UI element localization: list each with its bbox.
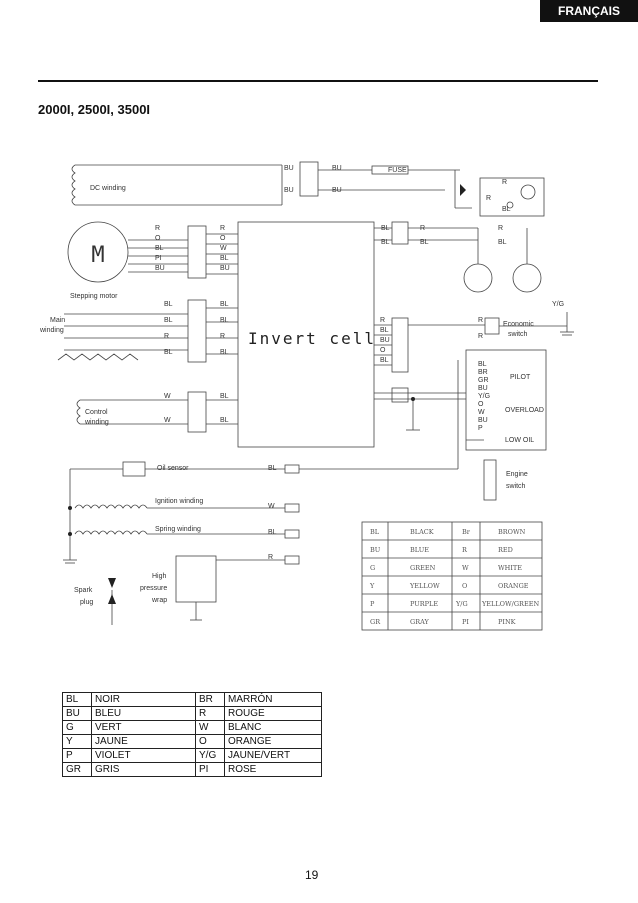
table-row <box>63 721 322 735</box>
legend-en-cell: WHITE <box>498 564 522 572</box>
table-row <box>63 763 322 777</box>
control-winding-label-1: Control <box>85 409 108 416</box>
table-cell: VIOLET <box>92 749 196 763</box>
legend-en-cell: R <box>462 546 467 554</box>
oil-sensor-label: Oil sensor <box>157 465 189 472</box>
oil-sensor-box <box>123 462 145 476</box>
language-tab: FRANÇAIS <box>540 0 638 22</box>
ignition-winding-label: Ignition winding <box>155 498 204 505</box>
fuse-label: FUSE <box>388 167 407 174</box>
wire-label: BU <box>478 385 488 392</box>
wire-label: BL <box>381 239 390 246</box>
table-cell: W <box>196 721 225 735</box>
dc-winding-coil <box>72 165 75 205</box>
wire-label: R <box>164 333 170 340</box>
wire-label: BL <box>478 361 487 368</box>
table-cell: ROUGE <box>225 707 322 721</box>
table-cell: PI <box>196 763 225 777</box>
invert-cell-label: Invert cell <box>248 329 376 348</box>
wire-label: BL <box>164 349 173 356</box>
table-cell: NOIR <box>92 693 196 707</box>
ground-yg-label: Y/G <box>552 301 565 308</box>
wire-label: R <box>498 225 504 232</box>
legend-en-cell: O <box>462 582 468 590</box>
wire-label: BR <box>478 369 488 376</box>
dc-winding-label: DC winding <box>90 185 126 192</box>
legend-en-cell: BROWN <box>498 528 526 536</box>
wire-label: R <box>502 179 508 186</box>
outlet-left <box>464 264 492 292</box>
legend-en-cell: GRAY <box>410 618 429 626</box>
table-cell: BL <box>63 693 92 707</box>
legend-en-cell: BLACK <box>410 528 434 536</box>
table-cell: JAUNE <box>92 735 196 749</box>
wire-label: BU <box>220 265 230 272</box>
wire-label: BL <box>380 357 389 364</box>
table-cell: BR <box>196 693 225 707</box>
wire-label: BU <box>284 165 294 172</box>
models-heading: 2000I, 2500I, 3500I <box>38 102 151 117</box>
economic-switch-box <box>485 318 499 334</box>
wire-label: BL <box>164 301 173 308</box>
table-cell: G <box>63 721 92 735</box>
legend-en-cell: PINK <box>498 618 516 626</box>
wire-label: W <box>164 417 171 424</box>
table-cell: ORANGE <box>225 735 322 749</box>
high-pressure-label-2: pressure <box>140 585 168 592</box>
wire-label: BL <box>220 301 229 308</box>
color-code-table-fr <box>62 692 322 777</box>
legend-en-cell: Y <box>370 582 375 590</box>
wire-label: BU <box>332 165 342 172</box>
wire-label: W <box>220 245 227 252</box>
table-cell: Y/G <box>196 749 225 763</box>
high-pressure-label-1: High <box>152 573 167 580</box>
table-cell: O <box>196 735 225 749</box>
table-cell: BLANC <box>225 721 322 735</box>
overload-label: OVERLOAD <box>505 407 544 414</box>
wire-label: R <box>420 225 426 232</box>
wire-label: R <box>155 225 161 232</box>
wire-label: BL <box>220 317 229 324</box>
wire-label: BU <box>284 187 294 194</box>
legend-en-cell: YELLOW <box>410 582 440 590</box>
stepping-motor-label: Stepping motor <box>70 293 118 300</box>
legend-en-cell: Y/G <box>456 600 468 608</box>
legend-en-cell: GREEN <box>410 564 436 572</box>
wire-label: Y/G <box>478 393 491 400</box>
legend-en-cell: PURPLE <box>410 600 439 608</box>
wire-label: BL <box>268 465 277 472</box>
control-winding-label-2: winding <box>85 419 109 426</box>
wire-label: R <box>220 333 226 340</box>
legend-en-cell: PI <box>462 618 469 626</box>
main-winding-label-1: Main <box>50 317 66 324</box>
page-number: 19 <box>305 868 319 882</box>
wire-label: O <box>478 401 484 408</box>
wire-label: BU <box>332 187 342 194</box>
table-cell: BU <box>63 707 92 721</box>
wire-label: BL <box>498 239 507 246</box>
wire-label: BL <box>420 239 429 246</box>
table-cell: Y <box>63 735 92 749</box>
wire-label: O <box>380 347 386 354</box>
main-winding-coil <box>58 354 138 360</box>
motor-letter: M <box>91 243 105 268</box>
wire-label: GR <box>478 377 489 384</box>
wire-label: R <box>380 317 386 324</box>
engine-switch-label-2: switch <box>506 483 526 490</box>
wire-label: PI <box>155 255 162 262</box>
high-pressure-label-3: wrap <box>152 597 168 604</box>
table-cell: MARRÓN <box>225 693 322 707</box>
low-oil-label: LOW OIL <box>505 437 535 444</box>
wire-label: BL <box>220 349 229 356</box>
table-cell: P <box>63 749 92 763</box>
wire-label: BL <box>220 393 229 400</box>
wire-label: R <box>478 333 484 340</box>
wire-label: BL <box>155 245 164 252</box>
wire-label: BL <box>220 417 229 424</box>
wire-label: W <box>268 503 275 510</box>
legend-en-cell: BU <box>370 546 381 554</box>
legend-en-cell: Br <box>462 528 470 536</box>
pilot-label: PILOT <box>510 374 531 381</box>
legend-en-cell: YELLOW/GREEN <box>482 600 540 608</box>
main-winding-label-2: winding <box>40 327 64 334</box>
wire-label: BL <box>502 206 511 213</box>
legend-en-cell: BLUE <box>410 546 429 554</box>
legend-en-cell: G <box>370 564 376 572</box>
wire-label: R <box>220 225 226 232</box>
table-cell: JAUNE/VERT <box>225 749 322 763</box>
table-cell: R <box>196 707 225 721</box>
spring-winding-coil <box>75 531 147 534</box>
wire-label: BL <box>380 327 389 334</box>
table-row <box>63 735 322 749</box>
spark-plug-label-2: plug <box>80 599 94 606</box>
wire-label: BU <box>478 417 488 424</box>
spring-winding-label: Spring winding <box>155 526 201 533</box>
engine-switch-label-1: Engine <box>506 471 528 478</box>
control-winding-coil <box>77 400 80 424</box>
wire-label: BL <box>268 529 277 536</box>
table-cell: BLEU <box>92 707 196 721</box>
table-cell: VERT <box>92 721 196 735</box>
outlet-right <box>513 264 541 292</box>
spark-plug-label-1: Spark <box>74 587 93 594</box>
wire-label: W <box>478 409 485 416</box>
table-row <box>63 707 322 721</box>
engine-switch-box <box>484 460 496 500</box>
wire-label: R <box>486 195 492 202</box>
wire-label: W <box>164 393 171 400</box>
legend-en-cell: P <box>370 600 375 608</box>
wire-label: R <box>268 554 274 561</box>
economic-switch-label-1: Economic <box>503 321 534 328</box>
ignition-winding-coil <box>75 505 147 508</box>
legend-en-cell: BL <box>370 528 380 536</box>
table-row <box>63 749 322 763</box>
wire-label: BU <box>380 337 390 344</box>
legend-en-cell: W <box>462 564 469 572</box>
table-cell: GR <box>63 763 92 777</box>
table-cell: ROSE <box>225 763 322 777</box>
wire-label: O <box>220 235 226 242</box>
high-pressure-wrap-box <box>176 556 216 602</box>
table-row <box>63 693 322 707</box>
wire-label: BL <box>164 317 173 324</box>
wire-label: BL <box>381 225 390 232</box>
wire-label: O <box>155 235 161 242</box>
wire-label: R <box>478 317 484 324</box>
legend-en-cell: ORANGE <box>498 582 529 590</box>
wire-label: P <box>478 425 483 432</box>
wire-label: BU <box>155 265 165 272</box>
table-cell: GRIS <box>92 763 196 777</box>
legend-en-cell: RED <box>498 546 513 554</box>
legend-en-cell: GR <box>370 618 381 626</box>
economic-switch-label-2: switch <box>508 331 528 338</box>
wire-label: BL <box>220 255 229 262</box>
